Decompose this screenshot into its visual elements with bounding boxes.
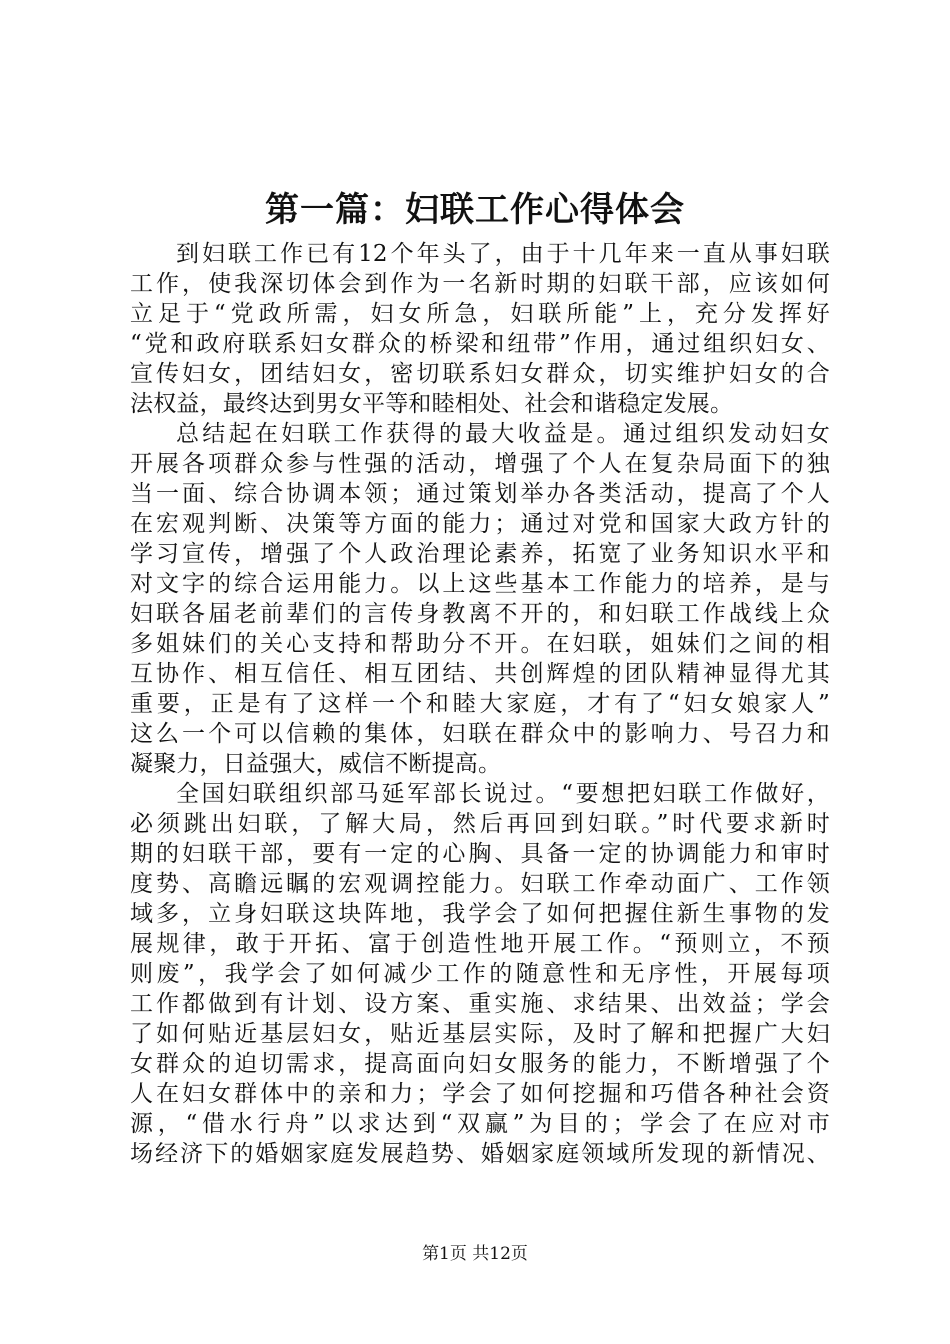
- text-line: 对文字的综合运用能力。以上这些基本工作能力的培养，是与: [130, 571, 830, 597]
- paragraph-2: [130, 419, 830, 779]
- text-line: 度势、高瞻远瞩的宏观调控能力。妇联工作牵动面广、工作领: [130, 871, 830, 897]
- text-line: 女群众的迫切需求，提高面向妇女服务的能力，不断增强了个: [130, 1051, 830, 1077]
- text-line: 在宏观判断、决策等方面的能力；通过对党和国家大政方针的: [130, 511, 830, 537]
- text-line: 互协作、相互信任、相互团结、共创辉煌的团队精神显得尤其: [130, 661, 830, 687]
- text-line: 必须跳出妇联，了解大局，然后再回到妇联。”时代要求新时: [130, 811, 830, 837]
- document-title: 第一篇：妇联工作心得体会: [265, 190, 685, 230]
- text-line: “党和政府联系妇女群众的桥梁和纽带”作用，通过组织妇女、: [130, 331, 830, 357]
- text-line: 妇联各届老前辈们的言传身教离不开的，和妇联工作战线上众: [130, 601, 830, 627]
- text-line: 则废”，我学会了如何减少工作的随意性和无序性，开展每项: [130, 961, 830, 987]
- text-line: 了如何贴近基层妇女，贴近基层实际，及时了解和把握广大妇: [130, 1021, 830, 1047]
- text-line: 工作都做到有计划、设方案、重实施、求结果、出效益；学会: [130, 991, 830, 1017]
- text-line: 这么一个可以信赖的集体，妇联在群众中的影响力、号召力和: [130, 721, 830, 747]
- text-line: 宣传妇女，团结妇女，密切联系妇女群众，切实维护妇女的合: [130, 361, 830, 387]
- page-footer: 第1页 共12页: [422, 1244, 528, 1264]
- text-line: 总结起在妇联工作获得的最大收益是。通过组织发动妇女: [176, 421, 830, 447]
- paragraph-1: [130, 239, 830, 419]
- text-line: 展规律，敢于开拓、富于创造性地开展工作。“预则立，不预: [130, 931, 830, 957]
- text-line: 开展各项群众参与性强的活动，增强了个人在复杂局面下的独: [130, 451, 830, 477]
- text-line: 多姐妹们的关心支持和帮助分不开。在妇联，姐妹们之间的相: [130, 631, 830, 657]
- document-body: [130, 239, 830, 1169]
- text-line: 到妇联工作已有12个年头了，由于十几年来一直从事妇联: [176, 241, 830, 267]
- text-line: 学习宣传，增强了个人政治理论素养，拓宽了业务知识水平和: [130, 541, 830, 567]
- text-line: 当一面、综合协调本领；通过策划举办各类活动，提高了个人: [130, 481, 830, 507]
- text-line: 期的妇联干部，要有一定的心胸、具备一定的协调能力和审时: [130, 841, 830, 867]
- text-line: 法权益，最终达到男女平等和睦相处、社会和谐稳定发展。: [130, 391, 734, 417]
- text-line: 重要，正是有了这样一个和睦大家庭，才有了“妇女娘家人”: [130, 691, 830, 717]
- paragraph-3: [130, 779, 830, 1169]
- text-line: 源，“借水行舟”以求达到“双赢”为目的；学会了在应对市: [130, 1111, 830, 1137]
- text-line: 域多，立身妇联这块阵地，我学会了如何把握住新生事物的发: [130, 901, 830, 927]
- text-line: 工作，使我深切体会到作为一名新时期的妇联干部，应该如何: [130, 271, 830, 297]
- text-line: 立足于“党政所需，妇女所急，妇联所能”上，充分发挥好: [130, 301, 830, 327]
- text-line: 人在妇女群体中的亲和力；学会了如何挖掘和巧借各种社会资: [130, 1081, 830, 1107]
- text-line: 场经济下的婚姻家庭发展趋势、婚姻家庭领域所发现的新情况、: [130, 1141, 830, 1167]
- text-line: 凝聚力，日益强大，威信不断提高。: [130, 751, 502, 777]
- text-line: 全国妇联组织部马延军部长说过。“要想把妇联工作做好，: [176, 781, 830, 807]
